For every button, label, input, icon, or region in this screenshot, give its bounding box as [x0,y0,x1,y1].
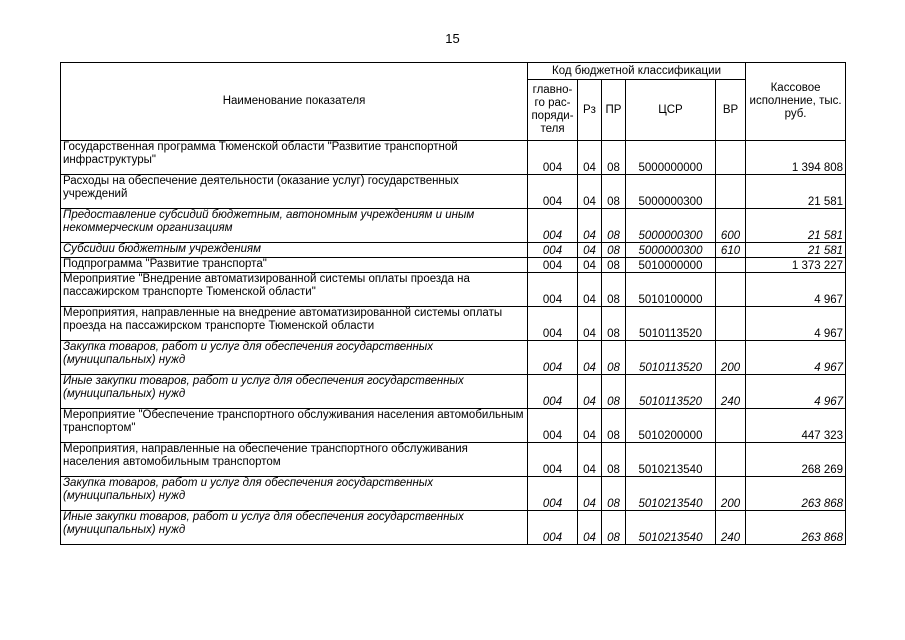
table-row [61,273,846,307]
row-vr: 600 [716,209,746,243]
row-amount: 268 269 [746,443,846,477]
header-csr: ЦСР [626,80,716,141]
row-vr: 200 [716,477,746,511]
row-pr: 08 [602,341,626,375]
header-pr: ПР [602,80,626,141]
row-csr: 5010000000 [626,258,716,273]
row-glavn: 004 [528,375,578,409]
row-vr: 200 [716,341,746,375]
budget-table [60,62,846,545]
row-csr: 5010213540 [626,477,716,511]
row-amount: 21 581 [746,243,846,258]
row-vr [716,273,746,307]
row-csr: 5010200000 [626,409,716,443]
table-row [61,341,846,375]
row-amount: 263 868 [746,477,846,511]
row-vr [716,141,746,175]
header-name: Наименование показателя [61,63,528,141]
row-amount: 4 967 [746,341,846,375]
header-kbk: Код бюджетной классификации [528,63,746,80]
row-vr: 240 [716,375,746,409]
row-pr: 08 [602,409,626,443]
row-glavn: 004 [528,243,578,258]
row-csr: 5000000300 [626,209,716,243]
row-rz: 04 [578,409,602,443]
row-glavn: 004 [528,141,578,175]
row-rz: 04 [578,511,602,545]
row-glavn: 004 [528,258,578,273]
row-rz: 04 [578,258,602,273]
row-pr: 08 [602,375,626,409]
table-row [61,511,846,545]
row-glavn: 004 [528,273,578,307]
row-name: Субсидии бюджетным учреждениям [61,243,528,258]
row-pr: 08 [602,258,626,273]
row-csr: 5010113520 [626,375,716,409]
header-rz: Рз [578,80,602,141]
row-name: Мероприятие "Внедрение автоматизированной системы оплаты проезда на пассажирском транспорте Тюменской области" [61,273,528,307]
row-amount: 1 394 808 [746,141,846,175]
row-rz: 04 [578,209,602,243]
row-amount: 447 323 [746,409,846,443]
row-name: Расходы на обеспечение деятельности (оказание услуг) государственных учреждений [61,175,528,209]
row-glavn: 004 [528,341,578,375]
row-rz: 04 [578,477,602,511]
table-row [61,243,846,258]
row-vr [716,307,746,341]
table-row [61,375,846,409]
row-pr: 08 [602,175,626,209]
row-name: Закупка товаров, работ и услуг для обеспечения государственных (муниципальных) нужд [61,477,528,511]
row-glavn: 004 [528,209,578,243]
table-row [61,409,846,443]
row-glavn: 004 [528,511,578,545]
row-name: Подпрограмма "Развитие транспорта" [61,258,528,273]
row-pr: 08 [602,273,626,307]
table-row [61,258,846,273]
row-glavn: 004 [528,307,578,341]
row-glavn: 004 [528,175,578,209]
row-amount: 4 967 [746,307,846,341]
row-vr: 240 [716,511,746,545]
page-number: 15 [445,31,460,46]
row-vr [716,409,746,443]
row-amount: 263 868 [746,511,846,545]
row-vr [716,175,746,209]
table-row [61,477,846,511]
table-row [61,209,846,243]
row-rz: 04 [578,375,602,409]
row-csr: 5010213540 [626,511,716,545]
row-rz: 04 [578,141,602,175]
table-row [61,175,846,209]
row-pr: 08 [602,307,626,341]
row-csr: 5010100000 [626,273,716,307]
row-glavn: 004 [528,409,578,443]
row-rz: 04 [578,341,602,375]
row-amount: 4 967 [746,273,846,307]
row-pr: 08 [602,141,626,175]
row-name: Иные закупки товаров, работ и услуг для обеспечения государственных (муниципальных) нужд [61,511,528,545]
row-rz: 04 [578,307,602,341]
row-rz: 04 [578,175,602,209]
row-glavn: 004 [528,477,578,511]
row-pr: 08 [602,443,626,477]
row-name: Мероприятие "Обеспечение транспортного обслуживания населения автомобильным транспортом" [61,409,528,443]
header-glavn: главно-го рас-поряди-теля [528,80,578,141]
row-name: Иные закупки товаров, работ и услуг для обеспечения государственных (муниципальных) нужд [61,375,528,409]
row-csr: 5000000300 [626,243,716,258]
row-amount: 1 373 227 [746,258,846,273]
row-amount: 21 581 [746,175,846,209]
row-glavn: 004 [528,443,578,477]
table-row [61,443,846,477]
row-pr: 08 [602,477,626,511]
row-csr: 5010113520 [626,341,716,375]
row-csr: 5000000300 [626,175,716,209]
row-csr: 5010213540 [626,443,716,477]
row-csr: 5010113520 [626,307,716,341]
row-amount: 21 581 [746,209,846,243]
row-rz: 04 [578,273,602,307]
row-pr: 08 [602,511,626,545]
row-vr: 610 [716,243,746,258]
row-name: Предоставление субсидий бюджетным, автономным учреждениям и иным некоммерческим организациям [61,209,528,243]
row-name: Государственная программа Тюменской области "Развитие транспортной инфраструктуры" [61,141,528,175]
row-amount: 4 967 [746,375,846,409]
row-name: Мероприятия, направленные на обеспечение транспортного обслуживания населения автомобильным транспортом [61,443,528,477]
table-row [61,307,846,341]
row-pr: 08 [602,243,626,258]
header-vr: ВР [716,80,746,141]
row-rz: 04 [578,443,602,477]
row-rz: 04 [578,243,602,258]
row-name: Закупка товаров, работ и услуг для обеспечения государственных (муниципальных) нужд [61,341,528,375]
header-amount: Кассовое исполнение, тыс. руб. [746,63,846,141]
table-row [61,141,846,175]
row-vr [716,258,746,273]
row-csr: 5000000000 [626,141,716,175]
row-pr: 08 [602,209,626,243]
row-vr [716,443,746,477]
row-name: Мероприятия, направленные на внедрение автоматизированной системы оплаты проезда на пассажирском транспорте Тюменской области [61,307,528,341]
